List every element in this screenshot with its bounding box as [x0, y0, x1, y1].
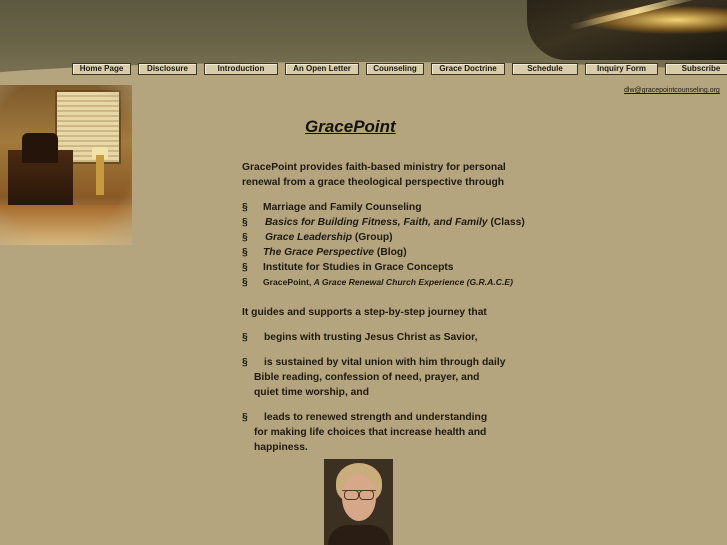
nav-counseling[interactable]: Counseling	[366, 63, 424, 75]
nav-inquiry-form[interactable]: Inquiry Form	[585, 63, 658, 75]
journey-lead: It guides and supports a step-by-step journey that	[242, 307, 487, 318]
bullet-icon: §	[242, 247, 248, 258]
journey-step-line-1: is sustained by vital union with him through daily	[264, 357, 506, 368]
office-room-photo	[0, 85, 132, 245]
service-item	[242, 260, 572, 275]
service-label: Marriage and Family Counseling	[263, 202, 422, 213]
photo-chair	[22, 133, 58, 163]
service-item	[242, 245, 572, 260]
journey-step-text: begins with trusting Jesus Christ as Savior,	[264, 332, 478, 343]
photo-floor	[0, 205, 132, 245]
nav-open-letter[interactable]: An Open Letter	[285, 63, 359, 75]
nav-schedule[interactable]: Schedule	[512, 63, 578, 75]
bullet-icon: §	[242, 357, 248, 368]
top-navigation	[72, 63, 727, 75]
service-label-italic: A Grace Renewal Church Experience (G.R.A.C.E)	[313, 277, 513, 287]
bullet-icon: §	[242, 277, 248, 288]
counselor-portrait-photo	[324, 459, 393, 545]
journey-step	[242, 355, 572, 400]
nav-introduction[interactable]: Introduction	[204, 63, 278, 75]
journey-step	[242, 410, 572, 455]
nav-subscribe[interactable]: Subscribe	[665, 63, 727, 75]
journey-step-line-3: happiness.	[254, 442, 308, 453]
intro-line-1: GracePoint provides faith-based ministry for personal	[242, 162, 506, 173]
nav-disclosure[interactable]: Disclosure	[138, 63, 197, 75]
bullet-icon: §	[242, 332, 248, 343]
journey-step-line-2: Bible reading, confession of need, prayer, and	[254, 372, 480, 383]
service-item	[242, 200, 572, 215]
intro-paragraph	[242, 160, 572, 190]
portrait-glasses	[342, 490, 376, 501]
bullet-icon: §	[242, 262, 248, 273]
journey-step-line-1: leads to renewed strength and understanding	[264, 412, 488, 423]
main-content	[242, 160, 572, 455]
service-type: (Group)	[352, 232, 393, 243]
nav-home-page[interactable]: Home Page	[72, 63, 131, 75]
header-light-flare	[527, 0, 727, 60]
service-label: Grace Leadership	[265, 232, 352, 243]
photo-lamp	[96, 155, 104, 195]
service-label: Basics for Building Fitness, Faith, and Family	[265, 217, 488, 228]
service-item	[242, 215, 572, 230]
bullet-icon: §	[242, 217, 248, 228]
service-label: GracePoint,	[263, 277, 314, 287]
page-title: GracePoint	[305, 117, 396, 136]
service-label: The Grace Perspective	[263, 247, 375, 258]
journey-step-line-2: for making life choices that increase health and	[254, 427, 487, 438]
intro-line-2: renewal from a grace theological perspective through	[242, 177, 505, 188]
contact-email-link[interactable]: dlw@gracepointcounseling.org	[624, 87, 720, 94]
journey-step-line-3: quiet time worship, and	[254, 387, 369, 398]
journey-step	[242, 330, 572, 345]
services-list	[242, 200, 572, 290]
bullet-icon: §	[242, 232, 248, 243]
portrait-shirt	[328, 525, 390, 545]
bullet-icon: §	[242, 412, 248, 423]
service-type: (Blog)	[374, 247, 407, 258]
service-type: (Class)	[487, 217, 525, 228]
service-item	[242, 230, 572, 245]
service-label: Institute for Studies in Grace Concepts	[263, 262, 454, 273]
bullet-icon: §	[242, 202, 248, 213]
service-item	[242, 275, 572, 290]
journey-list	[242, 330, 572, 345]
nav-grace-doctrine[interactable]: Grace Doctrine	[431, 63, 505, 75]
